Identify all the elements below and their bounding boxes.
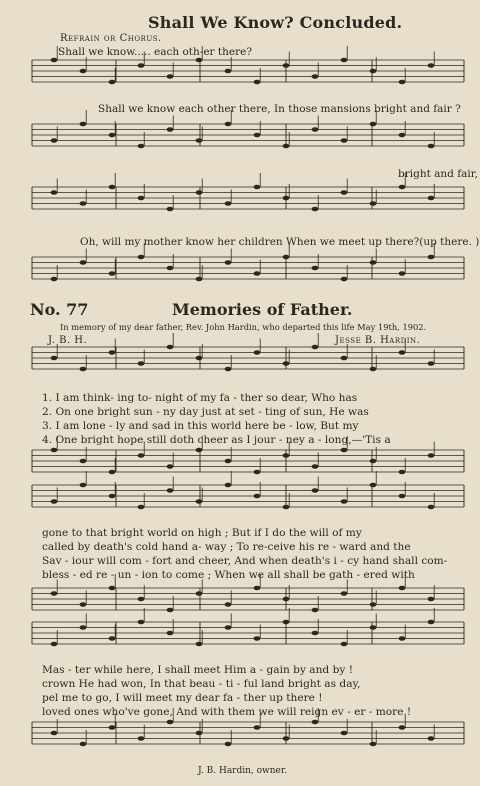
- staff: [32, 608, 464, 646]
- refrain-lyric-line: bright and fair,: [398, 168, 478, 180]
- verse-line: 4. One bright hope still doth cheer as I jour - ney a - long,—'Tis a: [42, 434, 391, 446]
- verse-line: crown He had won, In that beau - ti - ful land bright as day,: [42, 678, 361, 690]
- refrain-lyric-line: Shall we know each other there, In those mansions bright and fair ?: [98, 103, 461, 115]
- verse-line: loved ones who've gone, And with them we will reign ev - er - more !: [42, 706, 412, 718]
- verse-line: Mas - ter while here, I shall meet Him a - gain by and by !: [42, 664, 353, 676]
- song-title: Memories of Father.: [172, 300, 353, 319]
- refrain-label: Refrain or Chorus.: [60, 33, 162, 44]
- staff: [32, 243, 464, 281]
- verse-line: Sav - iour will com - fort and cheer, And when death's i - cy hand shall com-: [42, 555, 448, 567]
- lyricist-credit: J. B. H.: [48, 335, 88, 346]
- song-number: No. 77: [30, 300, 89, 319]
- verse-line: 3. I am lone - ly and sad in this world here be - low, But my: [42, 420, 359, 432]
- refrain-lyric-line: Oh, will my mother know her children When we meet up there?(up there. ): [80, 236, 480, 248]
- verse-line: 1. I am think- ing to- night of my fa - ther so dear, Who has: [42, 392, 358, 404]
- staff: [32, 471, 464, 509]
- composer-credit: Jesse B. Hardin.: [335, 335, 421, 346]
- copyright-owner: J. B. Hardin, owner.: [198, 766, 288, 776]
- staff: [32, 110, 464, 148]
- verse-line: gone to that bright world on high ; But if I do the will of my: [42, 527, 362, 539]
- verse-line: bless - ed re - un - ion to come ; When we all shall be gath - ered with: [42, 569, 415, 581]
- verse-line: 2. On one bright sun - ny day just at set - ting of sun, He was: [42, 406, 369, 418]
- verse-line: pel me to go, I will meet my dear fa - ther up there !: [42, 692, 323, 704]
- dedication: In memory of my dear father, Rev. John Hardin, who departed this life May 19th, 1902.: [60, 322, 427, 332]
- previous-song-title: Shall We Know? Concluded.: [148, 13, 403, 32]
- refrain-lyric-line: Shall we know..... each oth-er there?: [58, 46, 252, 58]
- verse-line: called by death's cold hand a- way ; To re-ceive his re - ward and the: [42, 541, 411, 553]
